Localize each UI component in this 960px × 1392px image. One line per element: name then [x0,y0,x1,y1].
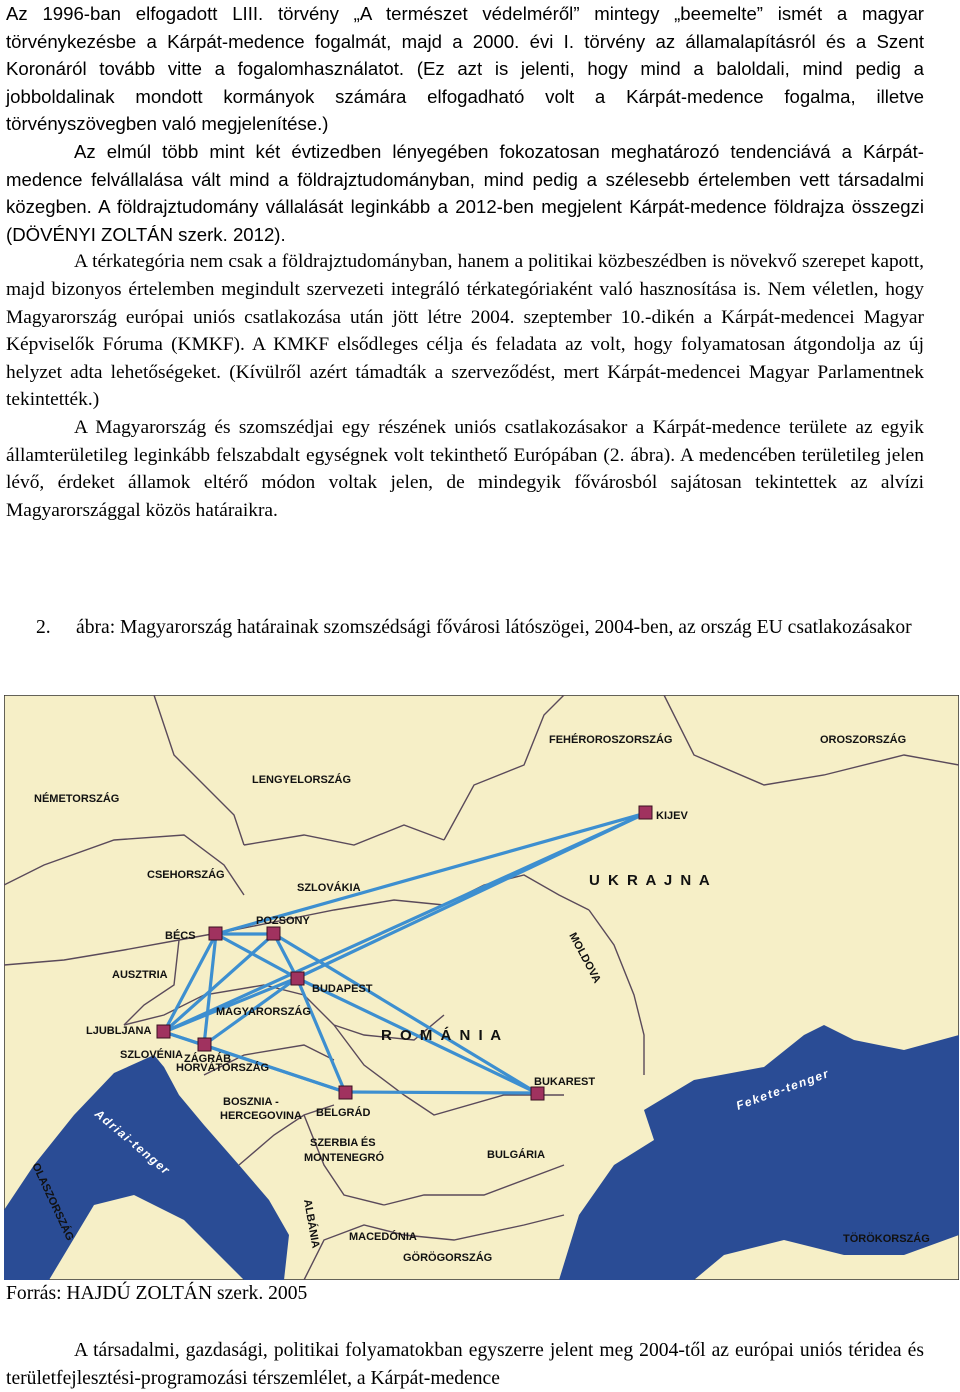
budapest-marker [291,972,304,985]
label-torokorszag: TÖRÖKORSZÁG [843,1233,930,1245]
paragraph-4: A Magyarország és szomszédjai egy részének uniós csatlakozásakor a Kárpát-medence területe az egyik államterületileg leginkább felszabdalt egységnek volt tekinthető Európában (2. ábra). A medencében területileg jelen lévő, érdeket államok eltérő módon voltak jelen, de mindegyik fővárosból sajátosan tekintettek az alvízi Magyarországgal közös határaikra. [6,416,924,521]
body-text [6,0,924,524]
becs-marker [209,927,222,940]
map-figure [4,695,959,1280]
label-lengyelorszag: LENGYELORSZÁG [252,774,352,786]
label-bukarest: BUKAREST [534,1076,596,1088]
figure-number: 2. [36,617,51,638]
map-svg [4,695,959,1280]
label-nemetorszag: NÉMETORSZÁG [34,793,120,805]
label-kijev: KIJEV [656,810,688,822]
label-szlovenia: SZLOVÉNIA [120,1049,183,1061]
figure-source: Forrás: HAJDÚ ZOLTÁN szerk. 2005 [6,1283,308,1304]
pozsony-marker [267,927,280,940]
label-olaszorszag: OLASZORSZÁG [29,1161,76,1243]
label-becs: BÉCS [165,930,196,942]
paragraph-1: Az 1996-ban elfogadott LIII. törvény „A természet védelméről” mintegy „beemelte” ismét a magyar törvénykezésbe a Kárpát-medence fogalmát, majd a 2000. évi I. törvény az államalapításról és a Szent Koronáról tovább vitte a fogalomhasználatot. (Ez azt is jelenti, hogy mind a baloldali, mind pedig a jobboldalinak mondott kormányok számára elfogadható volt a Kárpát-medence fogalma, illetve törvényszövegben való megjelenítése.) [6,3,924,135]
label-horvatorszag: HORVÁTORSZÁG [176,1062,270,1074]
label-hercegovina: HERCEGOVINA [220,1110,302,1122]
label-ukrajna: U K R A J N A [589,872,712,889]
label-ljubljana: LJUBLJANA [86,1025,152,1037]
label-csehorszag: CSEHORSZÁG [147,869,225,881]
label-albania: ALBÁNIA [301,1198,322,1250]
label-ausztria: AUSZTRIA [112,969,168,981]
label-magyarorszag: MAGYARORSZÁG [216,1006,311,1018]
label-macedonia: MACEDÓNIA [349,1231,417,1243]
label-szlovakia: SZLOVÁKIA [297,882,361,894]
figure-caption-text: ábra: Magyarország határainak szomszédsági fővárosi látószögei, 2004-ben, az ország EU csatlakozásakor [76,617,912,638]
paragraph-5: A társadalmi, gazdasági, politikai folyamatokban egyszerre jelent meg 2004-től az európai uniós téridea és területfejlesztési-programozási térszemlélet, a Kárpát-medence [6,1340,924,1389]
ljubljana-marker [157,1025,170,1038]
label-zagrab: ZÁGRÁB [184,1053,232,1065]
bukarest-marker [531,1087,544,1100]
label-oroszorszag: OROSZORSZÁG [820,734,907,746]
label-gorogorszag: GÖRÖGORSZÁG [403,1252,493,1264]
label-montenegro: MONTENEGRÓ [304,1152,385,1164]
label-moldova: MOLDOVA [566,930,603,986]
label-fekete-tenger: Fekete-tenger [734,1066,832,1113]
label-budapest: BUDAPEST [312,983,373,995]
paragraph-3: A térkategória nem csak a földrajztudományban, hanem a politikai közbeszédben is növekvő szerepet kapott, majd bizonyos értelemben megindult szervezeti integráló térkategóriaként való hasznosítása is. Nem véletlen, hogy Magyarország európai uniós csatlakozása után jött létre 2004. szeptember 10.-dikén a Kárpát-medencei Magyar Képviselők Fóruma (KMKF). A KMKF elsődleges célja és feladata az volt, hogy folyamatosan átgondolja az új helyzet adta lehetőségeket. (Kívülről azért támadták a szerveződést, mert Kárpát-medencei Magyar Parlamentnek tekintették.) [6,251,924,411]
label-bosznia: BOSZNIA - [223,1096,279,1108]
label-adriai-tenger: Adriai-tenger [92,1106,174,1178]
paragraph-2: Az elmúl több mint két évtizedben lényegében fokozatosan meghatározó tendenciává a Kárpát-medence felvállalása vált mind a földrajztudományban, mind pedig a szélesebb értelemben vett társadalmi közegben. A földrajztudomány vállalását leginkább a 2012-ben megjelent Kárpát-medence földrajza összegzi (DÖVÉNYI ZOLTÁN szerk. 2012). [6,140,924,245]
label-belgrad: BELGRÁD [316,1107,371,1119]
label-pozsony: POZSONY [256,915,310,927]
bottom-text [6,1337,924,1392]
label-romania: R O M Á N I A [381,1027,504,1044]
belgrad-marker [339,1086,352,1099]
label-szerbia: SZERBIA ÉS [310,1137,376,1149]
label-feherorosz: FEHÉROROSZORSZÁG [549,734,673,746]
label-bulgaria: BULGÁRIA [487,1149,546,1161]
zagrab-marker [198,1038,211,1051]
kijev-marker [639,806,652,819]
